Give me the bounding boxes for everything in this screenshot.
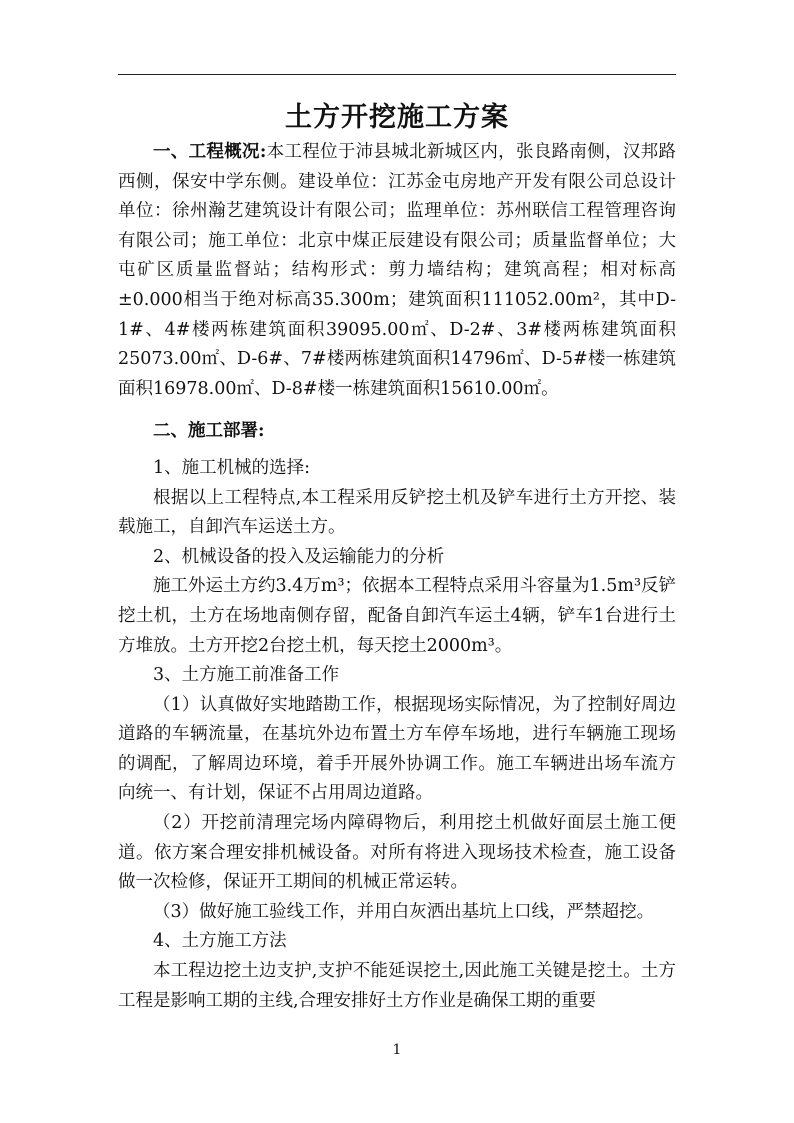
document-body: [118, 138, 676, 1016]
document-title: 土方开挖施工方案: [285, 102, 509, 133]
item-3-paragraph-3: （3）做好施工验线工作，并用白灰洒出基坑上口线，严禁超挖。: [153, 901, 655, 922]
page-number: 1: [392, 1042, 402, 1058]
header-rule: [118, 74, 676, 75]
item-1-title: 1、施工机械的选择:: [153, 457, 311, 478]
item-4-title: 4、土方施工方法: [153, 931, 287, 952]
item-1-paragraph-1: 根据以上工程特点,本工程采用反铲挖土机及铲车进行土方开挖、装载施工，自卸汽车运送土方。: [118, 487, 676, 538]
deployment-heading: 二、施工部署:: [153, 421, 265, 442]
overview-paragraph: [118, 138, 676, 404]
overview-text: 本工程位于沛县城北新城区内，张良路南侧，汉邦路西侧，保安中学东侧。建设单位：江苏金屯房地产开发有限公司总设计单位：徐州瀚艺建筑设计有限公司；监理单位：苏州联信工程管理咨询有限公司；施工单位：北京中煤正辰建设有限公司；质量监督单位；大屯矿区质量监督站；结构形式：剪力墙结构；建筑高程；相对标高±0.000相当于绝对标高35.300m；建筑面积111052.00m²，其中D-1#、4#楼两栋建筑面积39095.00㎡、D-2#、3#楼两栋建筑面积25073.00㎡、D-6#、7#楼两栋建筑面积14796㎡、D-5#楼一栋建筑面积16978.00㎡、D-8#楼一栋建筑面积15610.00㎡。: [118, 142, 676, 399]
item-3-paragraph-1: （1）认真做好实地踏勘工作，根据现场实际情况，为了控制好周边道路的车辆流量，在基坑外边布置土方车停车场地，进行车辆施工现场的调配，了解周边环境，着手开展外协调工作。施工车辆进出场车流方向统一、有计划，保证不占用周边道路。: [118, 694, 676, 804]
item-2-title: 2、机械设备的投入及运输能力的分析: [153, 546, 445, 567]
item-2-paragraph-1: 施工外运土方约3.4万m³；依据本工程特点采用斗容量为1.5m³反铲挖土机，土方在场地南侧存留，配备自卸汽车运土4辆，铲车1台进行土方堆放。土方开挖2台挖土机，每天挖土2000m³。: [118, 576, 676, 656]
item-3-paragraph-2: （2）开挖前清理完场内障碍物后，利用挖土机做好面层土施工便道。依方案合理安排机械设备。对所有将进入现场技术检查，施工设备做一次检修，保证开工期间的机械正常运转。: [118, 813, 676, 893]
item-4-paragraph-1: 本工程边挖土边支护,支护不能延误挖土,因此施工关键是挖土。土方工程是影响工期的主线,合理安排好土方作业是确保工期的重要: [118, 961, 676, 1011]
item-3-title: 3、土方施工前准备工作: [153, 665, 340, 686]
overview-heading: 一、工程概况:: [153, 142, 267, 162]
